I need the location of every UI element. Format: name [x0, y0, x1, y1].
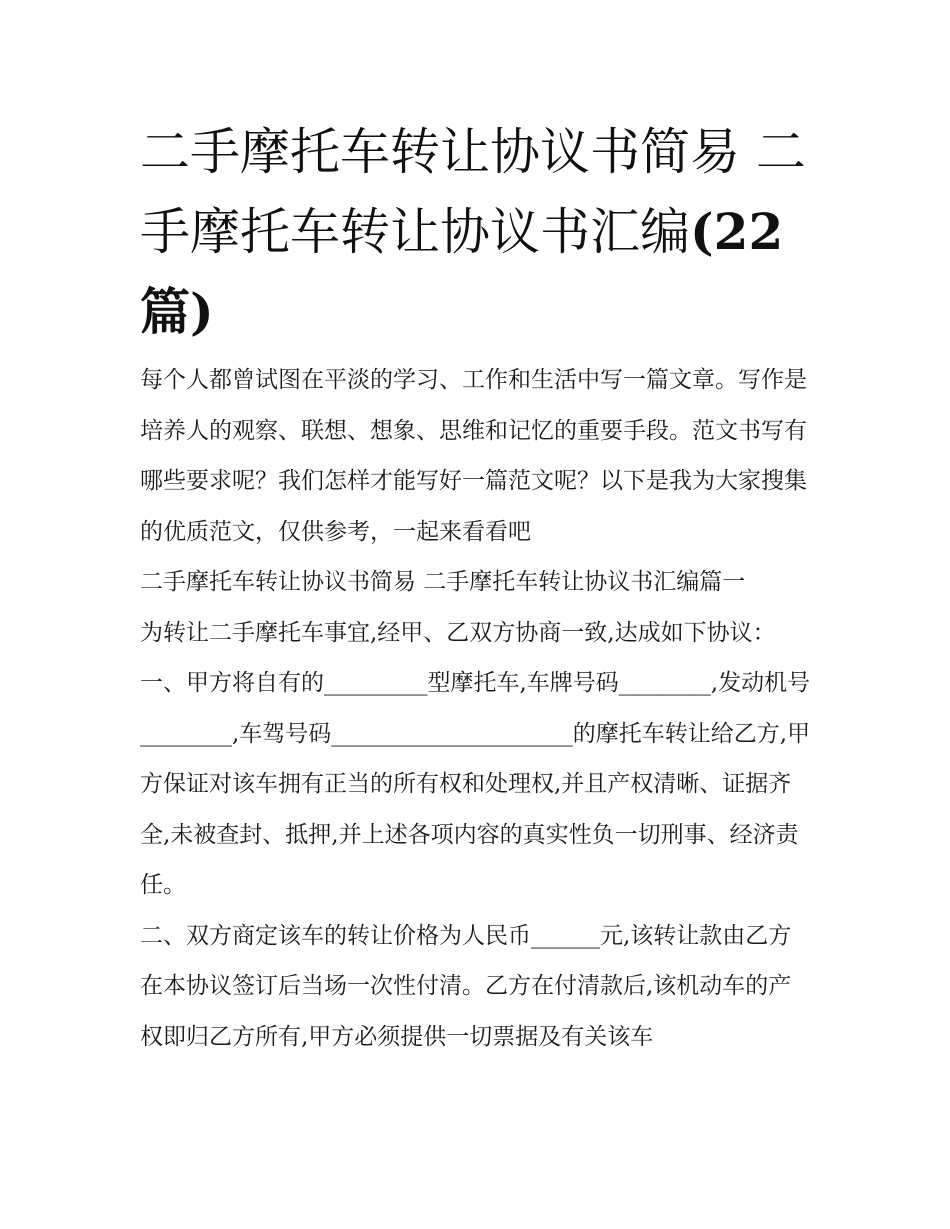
clause-two: 二、双方商定该车的转让价格为人民币______元,该转让款由乙方在本协议签订后当场一次性付清。乙方在付清款后,该机动车的产权即归乙方所有,甲方必须提供一切票据及有关该车	[140, 922, 792, 1050]
clause-one: 一、甲方将自有的_________型摩托车,车牌号码________,发动机号________,车驾号码_____________________的摩托车转让给乙方,甲方保证对该车拥有正当的所有权和处理权,并且产权清晰、证据齐全,未被查封、抵押,并上述各项内容的真实性负一切刑事、经济责任。	[140, 670, 811, 898]
document-title	[140, 112, 820, 352]
document-body	[140, 355, 812, 1062]
intro-paragraph: 每个人都曾试图在平淡的学习、工作和生活中写一篇文章。写作是培养人的观察、联想、想象、思维和记忆的重要手段。范文书写有哪些要求呢？我们怎样才能写好一篇范文呢？以下是我为大家搜集的优质范文，仅供参考，一起来看看吧	[140, 367, 807, 545]
title-main-text: 二手摩托车转让协议书简易 二手摩托车转让协议书汇编	[140, 123, 806, 261]
section-heading: 二手摩托车转让协议书简易 二手摩托车转让协议书汇编篇一	[140, 569, 746, 595]
title-count-text: (22篇)	[140, 202, 784, 341]
agreement-preamble: 为转让二手摩托车事宜,经甲、乙双方协商一致,达成如下协议：	[140, 619, 776, 646]
